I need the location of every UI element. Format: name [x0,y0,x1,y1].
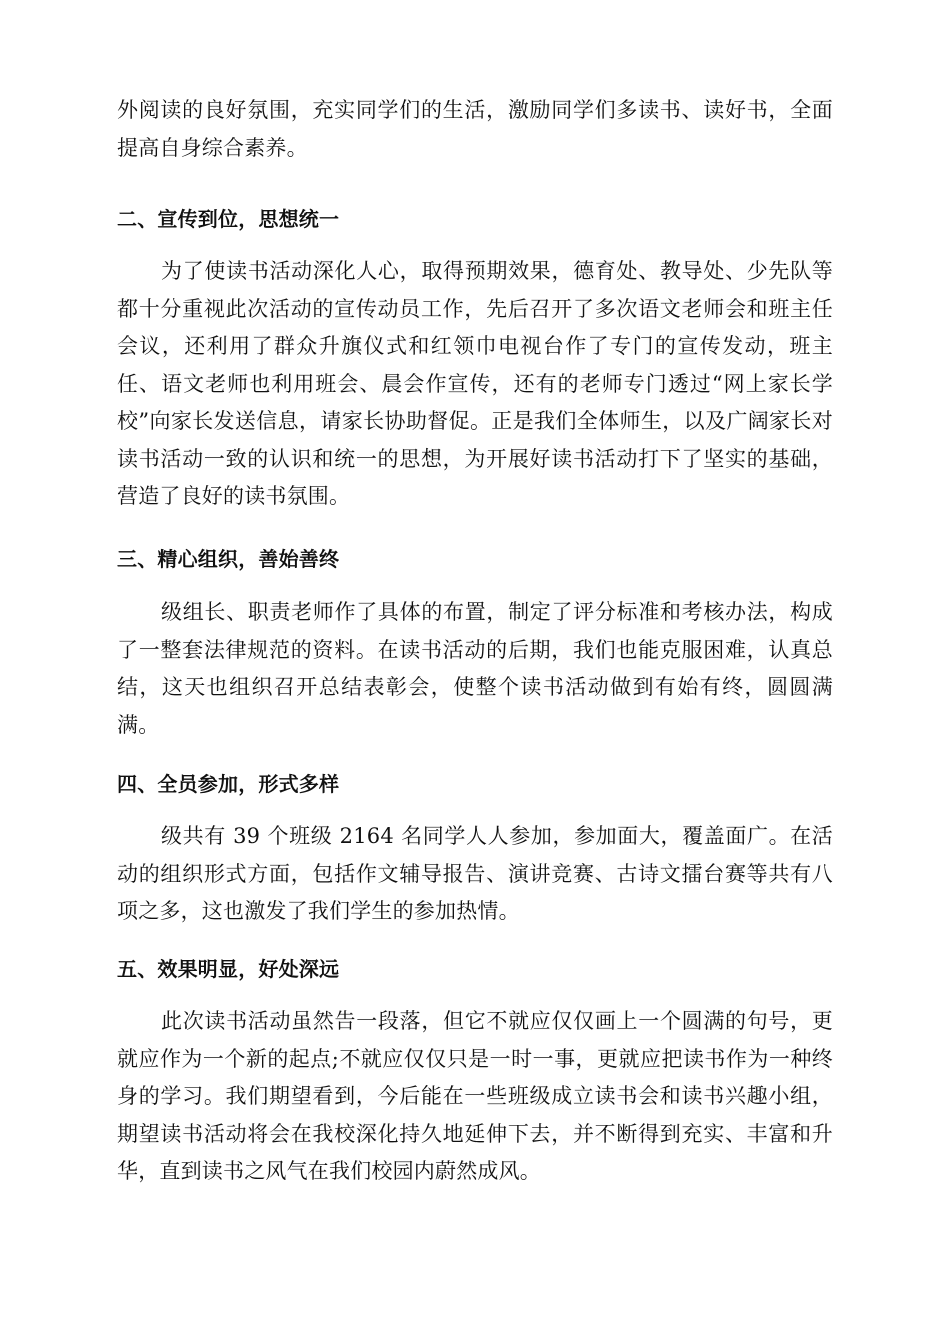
section-heading-effect: 五、效果明显，好处深远 [117,957,340,981]
section-heading-publicity: 二、宣传到位，思想统一 [117,207,340,231]
section-heading-organization: 三、精心组织，善始善终 [117,547,340,571]
section-heading-participation: 四、全员参加，形式多样 [117,772,340,796]
section-body-participation: 级共有 39 个班级 2164 名同学人人参加，参加面大，覆盖面广。在活动的组织形式方面，包括作文辅导报告、演讲竞赛、古诗文擂台赛等共有八项之多，这也激发了我们学生的参加热情。 [117,824,833,923]
intro-paragraph: 外阅读的良好氛围，充实同学们的生活，激励同学们多读书、读好书，全面提高自身综合素养。 [117,98,833,160]
section-body-organization: 级组长、职责老师作了具体的布置，制定了评分标准和考核办法，构成了一整套法律规范的资料。在读书活动的后期，我们也能克服困难，认真总结，这天也组织召开总结表彰会，使整个读书活动做到有始有终，圆圆满满。 [117,600,833,737]
section-body-effect: 此次读书活动虽然告一段落，但它不就应仅仅画上一个圆满的句号，更就应作为一个新的起点;不就应仅仅只是一时一事，更就应把读书作为一种终身的学习。我们期望看到，今后能在一些班级成立读书会和读书兴趣小组，期望读书活动将会在我校深化持久地延伸下去，并不断得到充实、丰富和升华，直到读书之风气在我们校园内蔚然成风。 [117,1009,833,1183]
section-body-publicity: 为了使读书活动深化人心，取得预期效果，德育处、教导处、少先队等都十分重视此次活动的宣传动员工作，先后召开了多次语文老师会和班主任会议，还利用了群众升旗仪式和红领巾电视台作了专门的宣传发动，班主任、语文老师也利用班会、晨会作宣传，还有的老师专门透过“网上家长学校”向家长发送信息，请家长协助督促。正是我们全体师生，以及广阔家长对读书活动一致的认识和统一的思想，为开展好读书活动打下了坚实的基础，营造了良好的读书氛围。 [117,259,833,508]
